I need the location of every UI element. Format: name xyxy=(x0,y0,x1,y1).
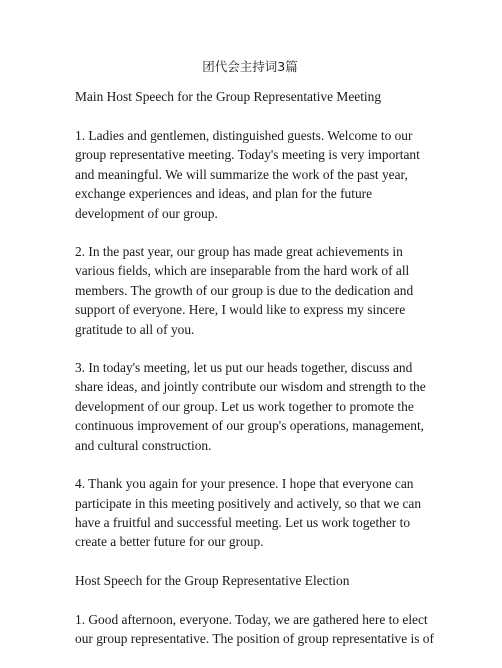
paragraph: 2. In the past year, our group has made great achievements in various fields, which are inseparable from the hard work of all members. The growth of our group is due to the dedication and support of everyone. Here, I would like to express my sincere gratitude to all of you. xyxy=(75,244,414,337)
paragraph: 1. Good afternoon, everyone. Today, we are gathered here to elect our group representative. The position of group representative is of xyxy=(75,611,434,647)
paragraph: 3. In today's meeting, let us put our heads together, discuss and share ideas, and jointly contribute our wisdom and strength to the development of our group. Let us work together to promote the continuous improvement of our group's operations, management, and cultural construction. xyxy=(75,360,426,453)
section-heading-meeting: Main Host Speech for the Group Representative Meeting xyxy=(75,89,382,104)
section-heading-election: Host Speech for the Group Representative Election xyxy=(75,572,350,588)
paragraph: 1. Ladies and gentlemen, distinguished guests. Welcome to our group representative meeting. Today's meeting is very important and meaningful. We will summarize the work of the past year, exchange experiences and ideas, and plan for the future development of our group. xyxy=(75,128,420,221)
document-page xyxy=(75,57,435,668)
paragraph: 4. Thank you again for your presence. I hope that everyone can participate in this meeting positively and actively, so that we can have a fruitful and successful meeting. Let us work together to create a better future for our group. xyxy=(75,476,422,550)
document-title: 团代会主持词3篇 xyxy=(202,59,298,74)
